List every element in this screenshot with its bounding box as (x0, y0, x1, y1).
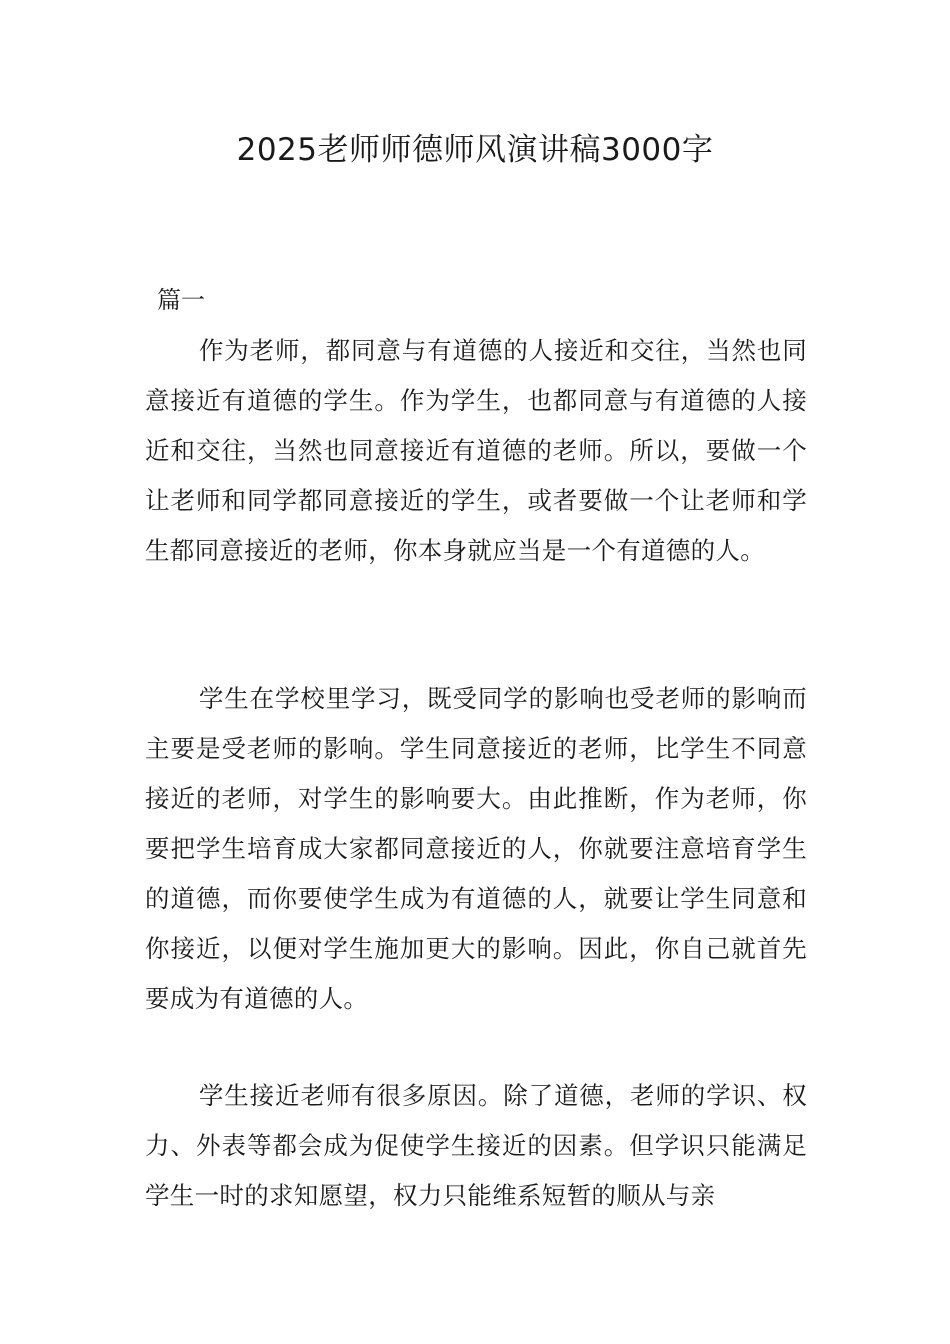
paragraph-1: 作为老师，都同意与有道德的人接近和交往，当然也同意接近有道德的学生。作为学生，也都同意与有道德的人接近和交往，当然也同意接近有道德的老师。所以，要做一个让老师和同学都同意接近的学生，或者要做一个让老师和学生都同意接近的老师，你本身就应当是一个有道德的人。 (145, 336, 807, 565)
document-title: 2025老师师德师风演讲稿3000字 (236, 132, 714, 168)
paragraph-3: 学生接近老师有很多原因。除了道德，老师的学识、权力、外表等都会成为促使学生接近的因素。但学识只能满足学生一时的求知愿望，权力只能维系短暂的顺从与亲 (145, 1081, 807, 1210)
section-label: 篇一 (157, 286, 205, 314)
paragraph-2: 学生在学校里学习，既受同学的影响也受老师的影响而主要是受老师的影响。学生同意接近的老师，比学生不同意接近的老师，对学生的影响要大。由此推断，作为老师，你要把学生培育成大家都同意接近的人，你就要注意培育学生的道德，而你要使学生成为有道德的人，就要让学生同意和你接近，以便对学生施加更大的影响。因此，你自己就首先要成为有道德的人。 (145, 684, 807, 1013)
